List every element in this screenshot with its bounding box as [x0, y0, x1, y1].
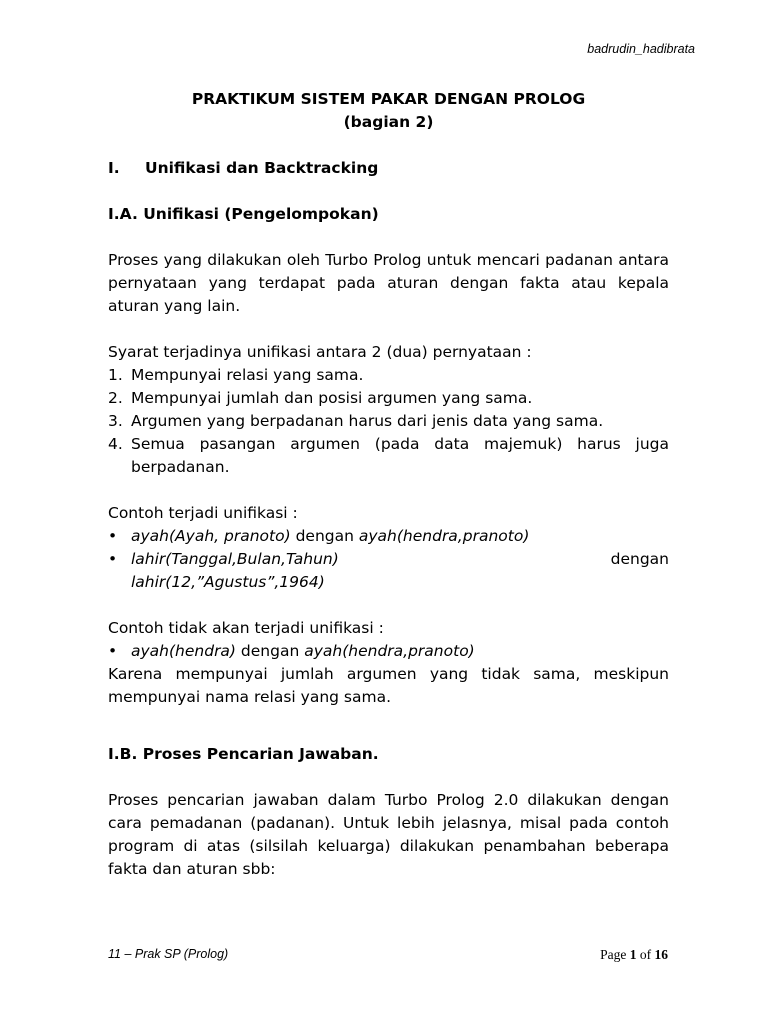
list-text: Mempunyai relasi yang sama. — [131, 366, 364, 384]
bullet-icon: • — [108, 527, 118, 545]
tidak-heading: Contoh tidak akan terjadi unifikasi : — [108, 619, 384, 637]
syarat-intro: Syarat terjadinya unifikasi antara 2 (dua) pernyataan : — [108, 343, 532, 361]
title-line-1: PRAKTIKUM SISTEM PAKAR DENGAN PROLOG — [191, 90, 586, 108]
bullet-item — [108, 640, 669, 663]
example-term: ayah(Ayah, pranoto) — [131, 527, 291, 545]
karena-text: Karena mempunyai jumlah argumen yang tidak sama, meskipun mempunyai nama relasi yang sama. — [108, 665, 669, 706]
example-term: ayah(hendra) — [131, 642, 236, 660]
page-content — [108, 88, 669, 881]
example-connector: dengan — [610, 550, 669, 568]
list-item — [108, 410, 669, 433]
example-connector: dengan — [240, 642, 300, 660]
example-term: lahir(12,”Agustus”,1964) — [131, 573, 325, 591]
title-line-2: (bagian 2) — [343, 113, 434, 131]
of-word: of — [639, 947, 652, 962]
bullet-icon: • — [108, 550, 118, 568]
list-item — [108, 433, 669, 479]
list-text: Mempunyai jumlah dan posisi argumen yang sama. — [131, 389, 533, 407]
example-term: ayah(hendra,pranoto) — [304, 642, 475, 660]
footer-label: 11 – Prak SP (Prolog) — [108, 947, 229, 961]
subsection-heading-b: I.B. Proses Pencarian Jawaban. — [108, 745, 379, 763]
pencarian-text: Proses pencarian jawaban dalam Turbo Prolog 2.0 dilakukan dengan cara pemadanan (padanan). Untuk lebih jelasnya, misal pada contoh program di atas (silsilah keluarga) dilakukan penambahan beberapa fakta dan aturan sbb: — [108, 791, 669, 878]
contoh-heading: Contoh terjadi unifikasi : — [108, 504, 298, 522]
list-number: 1. — [108, 366, 123, 384]
total-pages: 16 — [654, 947, 668, 962]
list-number: 2. — [108, 389, 123, 407]
bullet-icon: • — [108, 642, 118, 660]
page-word: Page — [600, 947, 627, 962]
list-text: Semua pasangan argumen (pada data majemuk) harus juga berpadanan. — [131, 435, 669, 476]
section-number: I. — [108, 159, 120, 177]
list-item — [108, 387, 669, 410]
list-text: Argumen yang berpadanan harus dari jenis data yang sama. — [131, 412, 604, 430]
current-page: 1 — [629, 947, 637, 962]
unifikasi-definition: Proses yang dilakukan oleh Turbo Prolog untuk mencari padanan antara pernyataan yang terdapat pada aturan dengan fakta atau kepala aturan yang lain. — [108, 251, 669, 315]
page-footer — [108, 947, 668, 963]
document-title — [108, 88, 669, 134]
bullet-item — [108, 548, 669, 594]
example-term: ayah(hendra,pranoto) — [358, 527, 530, 545]
section-heading-1 — [108, 157, 669, 180]
example-connector: dengan — [295, 527, 354, 545]
section-title: Unifikasi dan Backtracking — [145, 159, 379, 177]
example-term: lahir(Tanggal,Bulan,Tahun) — [131, 550, 339, 568]
subsection-heading-a: I.A. Unifikasi (Pengelompokan) — [108, 205, 379, 223]
list-number: 3. — [108, 412, 123, 430]
page-number — [600, 947, 668, 963]
list-item — [108, 364, 669, 387]
author-header: badrudin_hadibrata — [587, 42, 695, 56]
list-number: 4. — [108, 435, 123, 453]
bullet-item — [108, 525, 669, 548]
